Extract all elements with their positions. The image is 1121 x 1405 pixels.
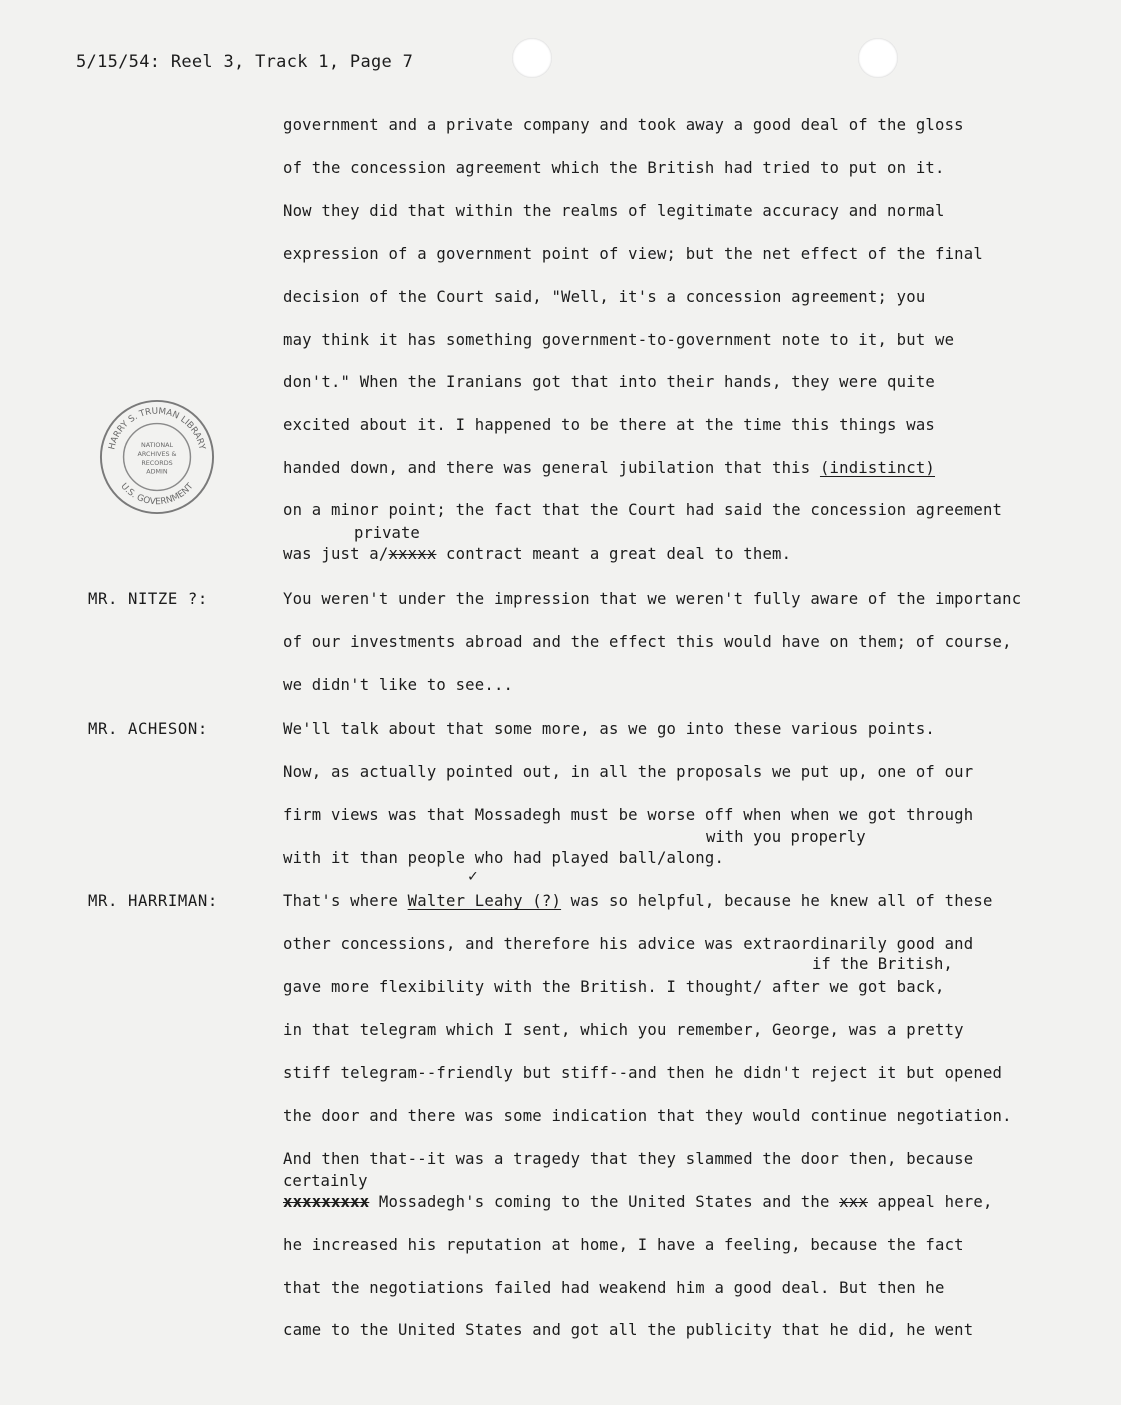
archive-stamp [98, 398, 216, 516]
handwritten-insertion: if the British, [812, 955, 953, 973]
text-line: we didn't like to see... [283, 676, 514, 694]
text-line: expression of a government point of view; but the net effect of the final [283, 245, 983, 263]
handwritten-insertion: certainly [283, 1172, 368, 1190]
text-line: government and a private company and took away a good deal of the gloss [283, 116, 964, 134]
text-line: other concessions, and therefore his advice was extraordinarily good and [283, 935, 974, 953]
text-line: he increased his reputation at home, I have a feeling, because the fact [283, 1236, 964, 1254]
text-segment: contract meant a great deal to them. [446, 545, 792, 563]
text-line: firm views was that Mossadegh must be worse off when when we got through [283, 806, 974, 824]
text-segment: was just a/ [283, 545, 389, 563]
stamp-top-text: HARRY S. TRUMAN LIBRARY [107, 406, 207, 451]
text-line: of our investments abroad and the effect this would have on them; of course, [283, 633, 1012, 651]
text-line: You weren't under the impression that we weren't fully aware of the importanc [283, 590, 1022, 608]
check-mark-icon: ✓ [468, 866, 478, 885]
name-note: Walter Leahy (?) [407, 892, 562, 910]
text-line: of the concession agreement which the British had tried to put on it. [283, 159, 945, 177]
text-line: And then that--it was a tragedy that they slammed the door then, because [283, 1150, 974, 1168]
stamp-inner-1: NATIONAL [140, 441, 174, 450]
text-line: the door and there was some indication that they would continue negotiation. [283, 1107, 1012, 1125]
text-line: Now they did that within the realms of legitimate accuracy and normal [283, 202, 945, 220]
stamp-inner-3: RECORDS [141, 458, 173, 467]
text-segment: appeal here, [877, 1193, 993, 1211]
text-line [283, 892, 993, 910]
page-header: 5/15/54: Reel 3, Track 1, Page 7 [76, 52, 414, 72]
text-line: Now, as actually pointed out, in all the proposals we put up, one of our [283, 763, 974, 781]
stamp-inner-2: ARCHIVES & [137, 450, 177, 459]
text-line: gave more flexibility with the British. I thought/ after we got back, [283, 978, 945, 996]
stamp-bottom-text: U.S. GOVERNMENT [118, 481, 196, 508]
struck-word: xxx [839, 1193, 868, 1211]
punch-hole-left [512, 38, 552, 78]
text-line: that the negotiations failed had weakend him a good deal. But then he [283, 1279, 945, 1297]
stamp-inner-4: ADMIN [146, 467, 168, 476]
struck-word: xxxxx [388, 545, 437, 563]
text-line: in that telegram which I sent, which you remember, George, was a pretty [283, 1021, 964, 1039]
text-line: decision of the Court said, "Well, it's a concession agreement; you [283, 288, 926, 306]
text-line: don't." When the Iranians got that into their hands, they were quite [283, 373, 935, 391]
handwritten-insertion: with you properly [706, 828, 866, 846]
speaker-acheson: MR. ACHESON: [88, 720, 208, 738]
handwritten-insertion: private [354, 524, 420, 542]
text-line: We'll talk about that some more, as we go into these various points. [283, 720, 935, 738]
text-segment: was so helpful, because he knew all of these [570, 892, 993, 910]
text-line [283, 545, 791, 563]
text-segment: handed down, and there was general jubilation that this [283, 459, 811, 477]
struck-word: xxxxxxxxx [283, 1193, 370, 1211]
text-line: excited about it. I happened to be there at the time this things was [283, 416, 935, 434]
text-segment: Mossadegh's coming to the United States and the [378, 1193, 830, 1211]
text-line: came to the United States and got all the publicity that he did, he went [283, 1321, 974, 1339]
text-segment: That's where [283, 892, 399, 910]
text-line: on a minor point; the fact that the Court had said the concession agreement [283, 501, 1003, 519]
punch-hole-right [858, 38, 898, 78]
speaker-nitze: MR. NITZE ?: [88, 590, 208, 608]
text-line: may think it has something government-to-government note to it, but we [283, 331, 955, 349]
indistinct-note: (indistinct) [819, 459, 936, 477]
speaker-harriman: MR. HARRIMAN: [88, 892, 218, 910]
text-line [283, 1193, 993, 1211]
svg-text:U.S. GOVERNMENT [118, 481, 196, 507]
text-line: stiff telegram--friendly but stiff--and then he didn't reject it but opened [283, 1064, 1003, 1082]
text-line [283, 459, 935, 477]
text-line: with it than people who had played ball/along. [283, 849, 725, 867]
